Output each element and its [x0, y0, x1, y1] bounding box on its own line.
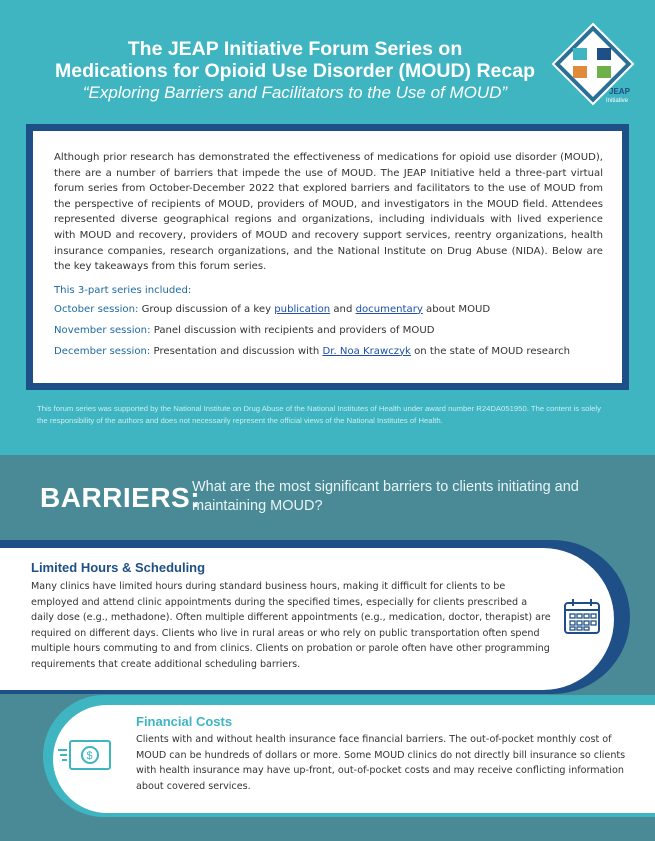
documentary-link[interactable]: documentary	[355, 303, 423, 315]
people-icon	[573, 66, 587, 78]
cost-text: Clients with and without health insurance face financial barriers. The out-of-pocket monthly cost of MOUD can be hundreds of dollars or more. Some MOUD clinics do not directly bill insurance so clients with health insurance may have up-front, out-of-pocket costs and may receive conflicting information about covered services.	[136, 734, 626, 792]
december-text-a: Presentation and discussion with	[150, 345, 323, 357]
jeap-logo	[551, 22, 635, 106]
cost-title: Financial Costs	[136, 714, 233, 729]
house-icon	[597, 66, 611, 78]
intro-paragraph: Although prior research has demonstrated the effectiveness of medications for opioid use disorder (MOUD), there are a number of barriers that impede the use of MOUD. The JEAP Initiative held a three-part virtual forum series from October-December 2022 that explored barriers and facilitators to the use of MOUD from the perspective of recipients of MOUD, providers of MOUD, and investigators in the MOUD field. Attendees represented diverse geographical regions and organizations, including individuals with lived experience with MOUD and recovery, providers of MOUD and recovery support services, reentry organizations, health insurance companies, research organizations, and the National Institute on Drug Abuse (NIDA). Below are the key takeaways from this forum series.	[54, 152, 603, 273]
october-text-c: about MOUD	[422, 303, 491, 315]
barriers-question: What are the most significant barriers to clients initiating and maintaining MOUD?	[192, 479, 579, 514]
intro-box	[26, 124, 629, 390]
hours-text: Many clinics have limited hours during standard business hours, making it difficult for clients to be employed and attend clinic appointments during the specified times, especially for clients prescribed a daily dose (e.g., methadone). Often multiple different appointments (e.g., medication, doctor, therapist) are required on different days. Clients who live in rural areas or who rely on public transportation often spend multiple hours commuting to and from clinics. Clients on probation or parole often have other programming requirements that create additional scheduling barriers.	[31, 581, 551, 670]
money-icon	[58, 738, 118, 772]
courthouse-icon	[573, 48, 587, 60]
logo-text-initiative: Initiative	[606, 98, 629, 104]
november-text: Panel discussion with recipients and providers of MOUD	[150, 324, 435, 336]
october-label: October session:	[54, 303, 139, 315]
october-text-b: and	[330, 303, 356, 315]
november-session	[54, 324, 603, 338]
svg-text:$: $	[86, 750, 93, 762]
barriers-heading: BARRIERS:	[40, 482, 201, 513]
title-line1: The JEAP Initiative Forum Series on	[127, 38, 463, 60]
krawczyk-link[interactable]: Dr. Noa Krawczyk	[322, 345, 411, 357]
series-heading: This 3-part series included:	[54, 284, 192, 296]
november-label: November session:	[54, 324, 151, 336]
publication-link[interactable]: publication	[274, 303, 331, 315]
title-line2: Medications for Opioid Use Disorder (MOUD) Recap	[55, 60, 535, 82]
calendar-icon	[563, 597, 601, 635]
hours-title: Limited Hours & Scheduling	[31, 560, 206, 575]
december-text-b: on the state of MOUD research	[410, 345, 571, 357]
december-label: December session:	[54, 345, 151, 357]
logo-text-jeap: JEAP	[609, 87, 630, 96]
funding-note: This forum series was supported by the National Institute on Drug Abuse of the National Institutes of Health under award number R24DA051950. The content is solely the responsibility of the authors and does not necessarily represent the official views of the National Institutes of Health.	[37, 404, 601, 425]
page-title	[30, 38, 560, 104]
subtitle: “Exploring Barriers and Facilitators to the Use of MOUD”	[82, 83, 508, 102]
scales-icon	[597, 48, 611, 60]
october-session	[54, 303, 603, 317]
december-session	[54, 345, 603, 359]
october-text-a: Group discussion of a key	[138, 303, 275, 315]
